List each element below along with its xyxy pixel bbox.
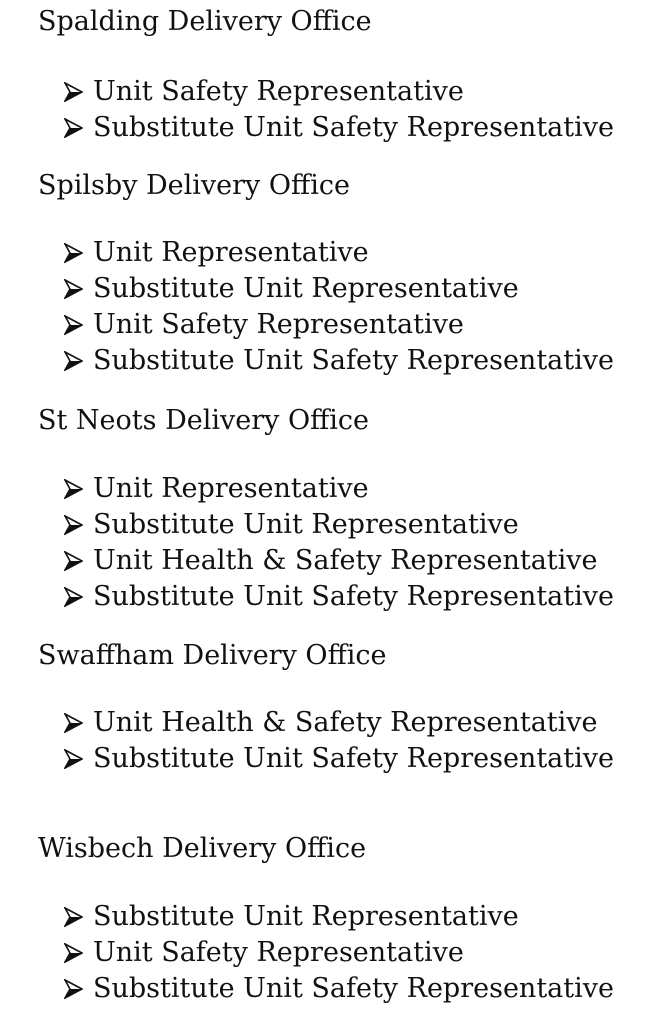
role-label: Substitute Unit Safety Representative <box>93 743 614 774</box>
list-item <box>64 935 614 971</box>
arrowhead-bullet-icon <box>64 749 83 769</box>
role-label: Unit Representative <box>93 237 369 268</box>
role-list <box>64 705 614 777</box>
role-label: Unit Representative <box>93 473 369 504</box>
arrowhead-bullet-icon <box>64 713 83 733</box>
list-item <box>64 507 614 543</box>
role-label: Unit Safety Representative <box>93 937 464 968</box>
role-label: Substitute Unit Safety Representative <box>93 112 614 143</box>
role-list <box>64 899 614 1007</box>
list-item <box>64 471 614 507</box>
arrowhead-bullet-icon <box>64 279 83 299</box>
office-title: Spilsby Delivery Office <box>38 170 350 201</box>
role-label: Substitute Unit Representative <box>93 901 519 932</box>
role-label: Substitute Unit Safety Representative <box>93 345 614 376</box>
role-label: Substitute Unit Safety Representative <box>93 581 614 612</box>
list-item <box>64 741 614 777</box>
role-label: Unit Health & Safety Representative <box>93 707 598 738</box>
list-item <box>64 271 614 307</box>
role-label: Substitute Unit Safety Representative <box>93 973 614 1004</box>
list-item <box>64 235 614 271</box>
arrowhead-bullet-icon <box>64 979 83 999</box>
arrowhead-bullet-icon <box>64 243 83 263</box>
role-label: Unit Safety Representative <box>93 309 464 340</box>
office-section-st-neots <box>38 405 658 612</box>
arrowhead-bullet-icon <box>64 118 83 138</box>
list-item <box>64 579 614 615</box>
list-item <box>64 543 614 579</box>
office-section-swaffham <box>38 640 658 774</box>
office-title: Spalding Delivery Office <box>38 6 372 37</box>
list-item <box>64 74 614 110</box>
arrowhead-bullet-icon <box>64 315 83 335</box>
office-section-spalding <box>38 6 658 143</box>
arrowhead-bullet-icon <box>64 351 83 371</box>
list-item <box>64 343 614 379</box>
office-section-wisbech <box>38 833 658 1004</box>
role-list <box>64 235 614 379</box>
office-title: Wisbech Delivery Office <box>38 833 367 864</box>
list-item <box>64 110 614 146</box>
arrowhead-bullet-icon <box>64 82 83 102</box>
role-list <box>64 74 614 146</box>
list-item <box>64 971 614 1007</box>
office-title: Swaffham Delivery Office <box>38 640 387 671</box>
arrowhead-bullet-icon <box>64 479 83 499</box>
list-item <box>64 705 614 741</box>
arrowhead-bullet-icon <box>64 551 83 571</box>
arrowhead-bullet-icon <box>64 515 83 535</box>
role-label: Unit Health & Safety Representative <box>93 545 598 576</box>
list-item <box>64 307 614 343</box>
office-title: St Neots Delivery Office <box>38 405 370 436</box>
office-section-spilsby <box>38 170 658 376</box>
role-label: Unit Safety Representative <box>93 76 464 107</box>
role-list <box>64 471 614 615</box>
role-label: Substitute Unit Representative <box>93 273 519 304</box>
arrowhead-bullet-icon <box>64 907 83 927</box>
role-label: Substitute Unit Representative <box>93 509 519 540</box>
arrowhead-bullet-icon <box>64 943 83 963</box>
list-item <box>64 899 614 935</box>
arrowhead-bullet-icon <box>64 587 83 607</box>
